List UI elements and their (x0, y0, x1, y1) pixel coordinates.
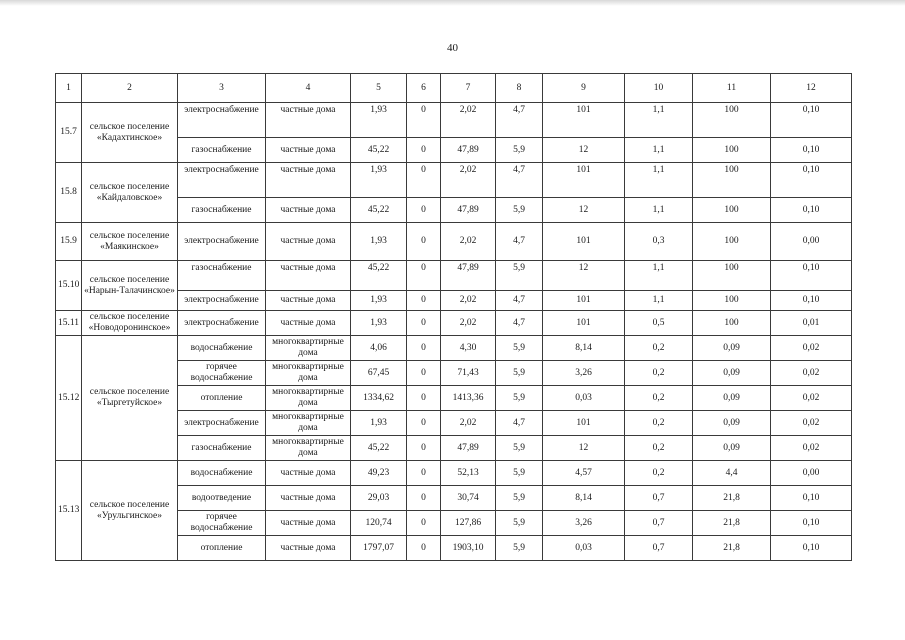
value-cell: 1903,10 (441, 536, 496, 561)
table-row (56, 261, 852, 291)
value-cell: 0,03 (543, 536, 625, 561)
housing-cell: частные дома (266, 486, 351, 511)
value-cell: 4,4 (693, 461, 771, 486)
value-cell: 5,9 (496, 261, 543, 291)
value-cell: 47,89 (441, 138, 496, 163)
value-cell: 101 (543, 291, 625, 311)
settlement-code: 15.9 (56, 223, 82, 261)
value-cell: 1797,07 (351, 536, 407, 561)
table-row (56, 461, 852, 486)
value-cell: 4,06 (351, 336, 407, 361)
value-cell: 1,1 (625, 138, 693, 163)
column-header: 2 (82, 74, 178, 103)
value-cell: 5,9 (496, 511, 543, 536)
value-cell: 0 (407, 261, 441, 291)
value-cell: 0,2 (625, 436, 693, 461)
housing-cell: многоквартирные дома (266, 361, 351, 386)
value-cell: 0,02 (771, 336, 852, 361)
value-cell: 1,93 (351, 163, 407, 198)
value-cell: 101 (543, 103, 625, 138)
value-cell: 5,9 (496, 386, 543, 411)
value-cell: 0 (407, 291, 441, 311)
value-cell: 0 (407, 138, 441, 163)
settlement-name: сельское поселение «Урульгинское» (82, 461, 178, 561)
housing-cell: частные дома (266, 163, 351, 198)
settlement-name: сельское поселение «Маякинское» (82, 223, 178, 261)
value-cell: 5,9 (496, 336, 543, 361)
value-cell: 1,93 (351, 103, 407, 138)
value-cell: 45,22 (351, 198, 407, 223)
housing-cell: частные дома (266, 291, 351, 311)
housing-cell: частные дома (266, 103, 351, 138)
value-cell: 0,10 (771, 198, 852, 223)
value-cell: 67,45 (351, 361, 407, 386)
value-cell: 4,7 (496, 163, 543, 198)
page-number: 40 (447, 42, 458, 54)
value-cell: 0,10 (771, 138, 852, 163)
settlement-code: 15.13 (56, 461, 82, 561)
value-cell: 0,02 (771, 361, 852, 386)
value-cell: 0 (407, 311, 441, 336)
value-cell: 12 (543, 436, 625, 461)
value-cell: 3,26 (543, 511, 625, 536)
column-header: 8 (496, 74, 543, 103)
value-cell: 1,1 (625, 198, 693, 223)
settlement-name: сельское поселение «Кайдаловское» (82, 163, 178, 223)
value-cell: 0 (407, 536, 441, 561)
value-cell: 100 (693, 291, 771, 311)
value-cell: 4,7 (496, 311, 543, 336)
value-cell: 0,09 (693, 411, 771, 436)
value-cell: 0,02 (771, 386, 852, 411)
column-header: 7 (441, 74, 496, 103)
value-cell: 100 (693, 163, 771, 198)
value-cell: 0,3 (625, 223, 693, 261)
settlement-code: 15.12 (56, 336, 82, 461)
settlement-code: 15.8 (56, 163, 82, 223)
value-cell: 0 (407, 411, 441, 436)
value-cell: 0 (407, 461, 441, 486)
housing-cell: многоквартирные дома (266, 386, 351, 411)
value-cell: 0,10 (771, 511, 852, 536)
housing-cell: частные дома (266, 511, 351, 536)
value-cell: 0 (407, 163, 441, 198)
value-cell: 100 (693, 138, 771, 163)
value-cell: 0,7 (625, 511, 693, 536)
value-cell: 0,10 (771, 486, 852, 511)
settlement-code: 15.10 (56, 261, 82, 311)
value-cell: 2,02 (441, 163, 496, 198)
housing-cell: многоквартирные дома (266, 411, 351, 436)
value-cell: 101 (543, 311, 625, 336)
value-cell: 47,89 (441, 198, 496, 223)
value-cell: 0,09 (693, 336, 771, 361)
column-header: 6 (407, 74, 441, 103)
value-cell: 2,02 (441, 223, 496, 261)
value-cell: 1,1 (625, 103, 693, 138)
value-cell: 1,93 (351, 311, 407, 336)
housing-cell: многоквартирные дома (266, 436, 351, 461)
column-header: 12 (771, 74, 852, 103)
value-cell: 5,9 (496, 536, 543, 561)
service-cell: газоснабжение (178, 436, 266, 461)
value-cell: 0 (407, 103, 441, 138)
value-cell: 1,93 (351, 223, 407, 261)
value-cell: 12 (543, 261, 625, 291)
value-cell: 45,22 (351, 138, 407, 163)
value-cell: 0,00 (771, 223, 852, 261)
housing-cell: частные дома (266, 138, 351, 163)
value-cell: 4,7 (496, 411, 543, 436)
value-cell: 127,86 (441, 511, 496, 536)
value-cell: 4,30 (441, 336, 496, 361)
column-header: 11 (693, 74, 771, 103)
value-cell: 2,02 (441, 291, 496, 311)
value-cell: 0,02 (771, 436, 852, 461)
value-cell: 5,9 (496, 461, 543, 486)
value-cell: 0,02 (771, 411, 852, 436)
value-cell: 5,9 (496, 486, 543, 511)
service-cell: электроснабжение (178, 103, 266, 138)
value-cell: 100 (693, 223, 771, 261)
value-cell: 120,74 (351, 511, 407, 536)
settlement-name: сельское поселение «Тыргетуйское» (82, 336, 178, 461)
value-cell: 0,01 (771, 311, 852, 336)
service-cell: электроснабжение (178, 411, 266, 436)
value-cell: 0,09 (693, 361, 771, 386)
column-header: 5 (351, 74, 407, 103)
value-cell: 0,00 (771, 461, 852, 486)
value-cell: 3,26 (543, 361, 625, 386)
value-cell: 100 (693, 103, 771, 138)
column-header: 9 (543, 74, 625, 103)
value-cell: 5,9 (496, 198, 543, 223)
service-cell: отопление (178, 386, 266, 411)
value-cell: 1,93 (351, 291, 407, 311)
housing-cell: частные дома (266, 261, 351, 291)
service-cell: электроснабжение (178, 311, 266, 336)
settlement-name: сельское поселение «Новодоронинское» (82, 311, 178, 336)
value-cell: 5,9 (496, 436, 543, 461)
value-cell: 0 (407, 361, 441, 386)
housing-cell: частные дома (266, 311, 351, 336)
page-edge-shadow (0, 0, 905, 6)
value-cell: 45,22 (351, 436, 407, 461)
value-cell: 2,02 (441, 311, 496, 336)
settlement-code: 15.11 (56, 311, 82, 336)
table-row (56, 223, 852, 261)
column-header: 4 (266, 74, 351, 103)
value-cell: 49,23 (351, 461, 407, 486)
column-header: 3 (178, 74, 266, 103)
table-row (56, 163, 852, 198)
value-cell: 0,2 (625, 386, 693, 411)
value-cell: 21,8 (693, 486, 771, 511)
value-cell: 0 (407, 486, 441, 511)
value-cell: 0,2 (625, 336, 693, 361)
settlement-name: сельское поселение «Кадахтинское» (82, 103, 178, 163)
value-cell: 0,10 (771, 291, 852, 311)
value-cell: 21,8 (693, 536, 771, 561)
column-header: 1 (56, 74, 82, 103)
service-cell: горячее водоснабжение (178, 361, 266, 386)
value-cell: 4,57 (543, 461, 625, 486)
column-header: 10 (625, 74, 693, 103)
value-cell: 47,89 (441, 261, 496, 291)
settlement-code: 15.7 (56, 103, 82, 163)
value-cell: 1,93 (351, 411, 407, 436)
housing-cell: частные дома (266, 461, 351, 486)
value-cell: 1413,36 (441, 386, 496, 411)
service-cell: электроснабжение (178, 291, 266, 311)
table-row (56, 311, 852, 336)
value-cell: 0,5 (625, 311, 693, 336)
value-cell: 8,14 (543, 486, 625, 511)
value-cell: 0 (407, 436, 441, 461)
value-cell: 0 (407, 511, 441, 536)
value-cell: 29,03 (351, 486, 407, 511)
value-cell: 1,1 (625, 163, 693, 198)
value-cell: 1334,62 (351, 386, 407, 411)
value-cell: 1,1 (625, 261, 693, 291)
value-cell: 100 (693, 311, 771, 336)
table-row (56, 103, 852, 138)
housing-cell: многоквартирные дома (266, 336, 351, 361)
value-cell: 0,2 (625, 361, 693, 386)
value-cell: 100 (693, 198, 771, 223)
value-cell: 0 (407, 336, 441, 361)
value-cell: 0,10 (771, 103, 852, 138)
value-cell: 5,9 (496, 361, 543, 386)
value-cell: 71,43 (441, 361, 496, 386)
value-cell: 0,7 (625, 536, 693, 561)
value-cell: 2,02 (441, 103, 496, 138)
value-cell: 0 (407, 198, 441, 223)
value-cell: 4,7 (496, 223, 543, 261)
table-header-row (56, 74, 852, 103)
service-cell: газоснабжение (178, 261, 266, 291)
value-cell: 47,89 (441, 436, 496, 461)
service-cell: горячее водоснабжение (178, 511, 266, 536)
service-cell: водоснабжение (178, 461, 266, 486)
value-cell: 0,2 (625, 411, 693, 436)
service-cell: электроснабжение (178, 163, 266, 198)
service-cell: водоснабжение (178, 336, 266, 361)
value-cell: 1,1 (625, 291, 693, 311)
value-cell: 0 (407, 223, 441, 261)
value-cell: 0,2 (625, 461, 693, 486)
housing-cell: частные дома (266, 198, 351, 223)
value-cell: 0,03 (543, 386, 625, 411)
value-cell: 5,9 (496, 138, 543, 163)
value-cell: 2,02 (441, 411, 496, 436)
service-cell: газоснабжение (178, 138, 266, 163)
housing-cell: частные дома (266, 536, 351, 561)
value-cell: 0,10 (771, 536, 852, 561)
value-cell: 101 (543, 411, 625, 436)
value-cell: 30,74 (441, 486, 496, 511)
value-cell: 0,10 (771, 163, 852, 198)
service-cell: отопление (178, 536, 266, 561)
service-cell: водоотведение (178, 486, 266, 511)
value-cell: 0,7 (625, 486, 693, 511)
value-cell: 0 (407, 386, 441, 411)
value-cell: 12 (543, 198, 625, 223)
value-cell: 8,14 (543, 336, 625, 361)
table-row (56, 336, 852, 361)
housing-cell: частные дома (266, 223, 351, 261)
service-cell: электроснабжение (178, 223, 266, 261)
value-cell: 100 (693, 261, 771, 291)
value-cell: 12 (543, 138, 625, 163)
value-cell: 4,7 (496, 291, 543, 311)
value-cell: 0,09 (693, 386, 771, 411)
value-cell: 101 (543, 223, 625, 261)
value-cell: 101 (543, 163, 625, 198)
value-cell: 0,10 (771, 261, 852, 291)
service-cell: газоснабжение (178, 198, 266, 223)
value-cell: 0,09 (693, 436, 771, 461)
value-cell: 21,8 (693, 511, 771, 536)
value-cell: 52,13 (441, 461, 496, 486)
value-cell: 4,7 (496, 103, 543, 138)
tariff-table (55, 73, 852, 561)
value-cell: 45,22 (351, 261, 407, 291)
settlement-name: сельское поселение «Нарын-Талачинское» (82, 261, 178, 311)
